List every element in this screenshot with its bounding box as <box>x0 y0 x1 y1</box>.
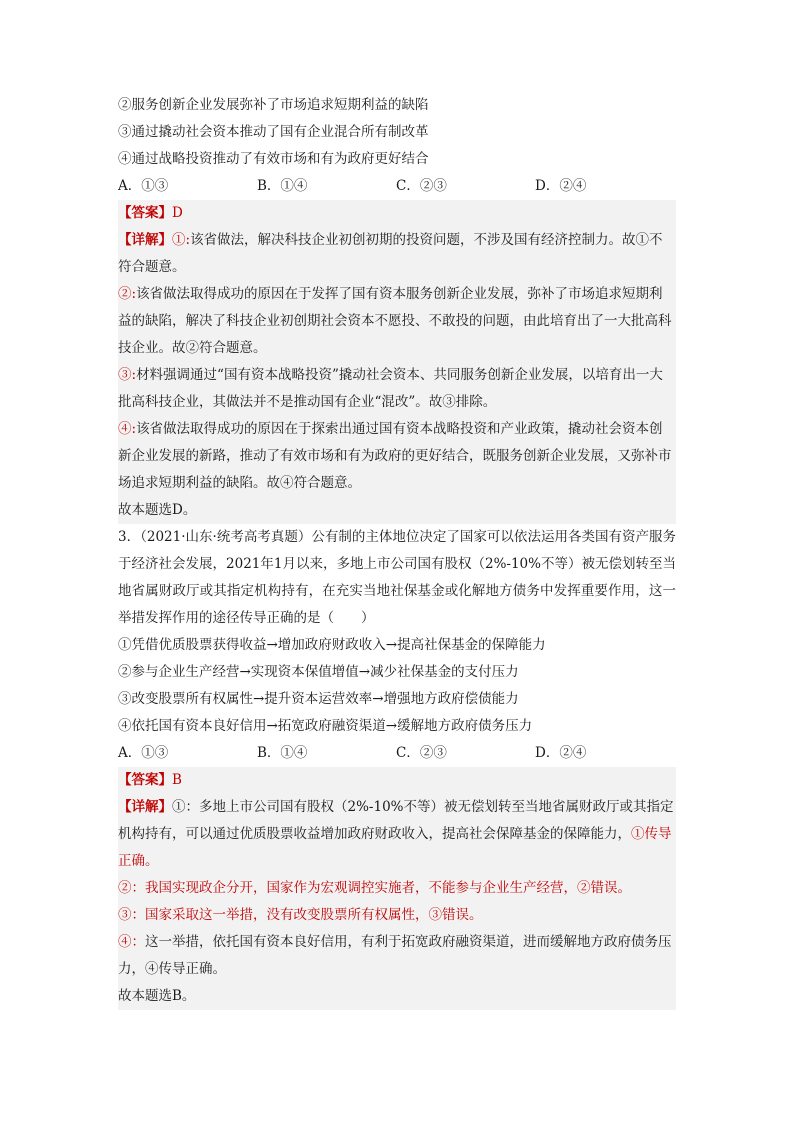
conclusion: 故本题选D。 <box>118 502 197 518</box>
question-statement: ④通过战略投资推动了有效市场和有为政府更好结合 <box>118 151 429 167</box>
analysis-item <box>118 929 676 983</box>
analysis-item <box>118 902 676 929</box>
answer-tag: 【答案】 <box>118 205 172 221</box>
analysis-item <box>118 416 676 497</box>
option-d: D．②④ <box>535 745 587 761</box>
option-d: D．②④ <box>535 178 587 194</box>
analysis-body: 该省做法取得成功的原因在于探索出通过国有资本战略投资和产业政策，撬动社会资本创新企业发展的新路，推动了有效市场和有为政府的更好结合，既服务创新企业发展，又弥补市场追求短期利益的缺陷。故④符合题意。 <box>118 421 672 491</box>
answer-value: D <box>172 205 183 221</box>
detail-tag: 【详解】 <box>118 232 172 248</box>
answer-options <box>118 173 676 200</box>
question-statement: ①凭借优质股票获得收益→增加政府财政收入→提高社保基金的保障能力 <box>118 637 546 653</box>
analysis-head: ③: <box>118 367 137 383</box>
option-a: A．①③ <box>118 745 169 761</box>
question-statement: ④依托国有资本良好信用→拓宽政府融资渠道→缓解地方政府债务压力 <box>118 718 533 734</box>
option-b: B．①④ <box>257 178 308 194</box>
question-statement: ③通过撬动社会资本推动了国有企业混合所有制改革 <box>118 124 429 140</box>
analysis-body-highlight: ①传导正确。 <box>118 826 672 869</box>
page-content <box>118 92 676 1010</box>
option-c: C．②③ <box>396 745 447 761</box>
analysis-body: 多地上市公司国有股权（2%-10%不等）被无偿划转至当地省属财政厅或其指定机构持有，可以通过优质股票收益增加政府财政收入，提高社会保障基金的保障能力， <box>118 799 674 842</box>
answer-line <box>118 767 676 794</box>
question-statement: ②参与企业生产经营→实现资本保值增值→减少社保基金的支付压力 <box>118 664 519 680</box>
analysis-head: ②: <box>118 286 137 302</box>
analysis-body: 材料强调通过“国有资本战略投资”撬动社会资本、共同服务创新企业发展，以培育出一大批高科技企业，其做法并不是推动国有企业“混改”。故③排除。 <box>118 367 663 410</box>
analysis-item <box>118 362 676 416</box>
analysis-body: 该省做法取得成功的原因在于发挥了国有资本服务创新企业发展，弥补了市场追求短期利益的缺陷，解决了科技企业初创期社会资本不愿投、不敢投的问题，由此培育出了一大批高科技企业。故②符合题意。 <box>118 286 672 356</box>
analysis-head: ④： <box>118 934 145 950</box>
analysis-item <box>118 227 676 281</box>
analysis-body: 该省做法，解决科技企业初创初期的投资问题，不涉及国有经济控制力。故①不符合题意。 <box>118 232 663 275</box>
option-c: C．②③ <box>396 178 447 194</box>
answer-line <box>118 200 676 227</box>
question-stem: 3．（2021·山东·统考高考真题）公有制的主体地位决定了国家可以依法运用各类国有资产服务于经济社会发展，2021年1月以来，多地上市公司国有股权（2%-10%不等）被无偿划转至当地省属财政厅或其指定机构持有，在充实当地社保基金或化解地方债务中发挥重要作用，这一举措发挥作用的途径传导正确的是（ ） <box>118 529 676 626</box>
option-b: B．①④ <box>257 745 308 761</box>
detail-tag: 【详解】 <box>118 799 172 815</box>
analysis-head: ①: <box>172 232 191 248</box>
analysis-body: 这一举措，依托国有资本良好信用，有利于拓宽政府融资渠道，进而缓解地方政府债务压力，④传导正确。 <box>118 934 672 977</box>
question-statement: ②服务创新企业发展弥补了市场追求短期利益的缺陷 <box>118 97 429 113</box>
analysis-item <box>118 794 676 875</box>
analysis-item <box>118 281 676 362</box>
option-a: A．①③ <box>118 178 169 194</box>
analysis-head: ③： <box>118 907 145 923</box>
answer-section <box>118 200 676 524</box>
analysis-head: ②： <box>118 880 145 896</box>
analysis-head: ④: <box>118 421 137 437</box>
answer-value: B <box>172 772 182 788</box>
conclusion: 故本题选B。 <box>118 988 196 1004</box>
analysis-body: 国家采取这一举措，没有改变股票所有权属性，③错误。 <box>145 907 483 923</box>
answer-section <box>118 767 676 1010</box>
answer-options <box>118 740 676 767</box>
analysis-body: 我国实现政企分开，国家作为宏观调控实施者，不能参与企业生产经营，②错误。 <box>145 880 631 896</box>
analysis-head: ①： <box>172 799 199 815</box>
analysis-item <box>118 875 676 902</box>
question-statement: ③改变股票所有权属性→提升资本运营效率→增强地方政府偿债能力 <box>118 691 519 707</box>
answer-tag: 【答案】 <box>118 772 172 788</box>
